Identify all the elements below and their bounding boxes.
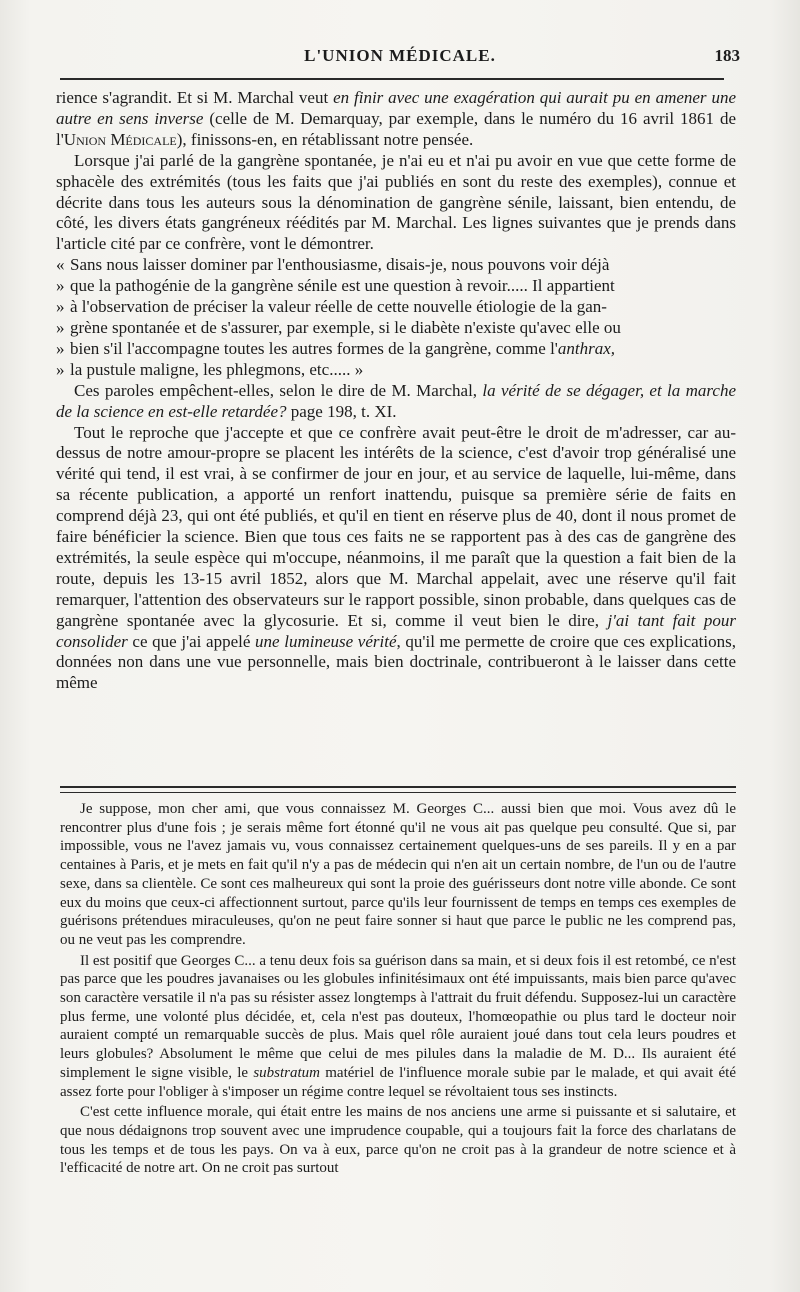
footnote-text bbox=[60, 800, 736, 1180]
f2-text-c: matériel de l'influence morale subie par le malade, et qui avait été assez forte pour l'obliger à s'imposer un régime contre lequel se révoltaient tous ses instincts. bbox=[60, 1064, 736, 1100]
p3-text-a: Ces paroles empêchent-elles, selon le dire de M. Marchal, bbox=[74, 380, 483, 400]
quote-line bbox=[56, 339, 736, 360]
paragraph-4 bbox=[56, 423, 736, 695]
p1-italic: en finir avec une exagération qui aurait pu en amener une autre en sens inverse bbox=[56, 88, 736, 128]
block-quote bbox=[56, 255, 736, 380]
running-title: L'UNION MÉDICALE. bbox=[304, 46, 496, 65]
quote-mark: « bbox=[56, 255, 65, 275]
quote-text: la pustule maligne, les phlegmons, etc..... » bbox=[70, 359, 364, 379]
paragraph-3 bbox=[56, 381, 736, 423]
p4-italic-2: une lumineuse vérité bbox=[255, 631, 397, 651]
main-text bbox=[56, 88, 736, 694]
quote-mark: » bbox=[56, 317, 65, 337]
p4-text-a: Tout le reproche que j'accepte et que ce confrère avait peut-être le droit de m'adresser, car au-dessus de notre amour-propre se placent les intérêts de la science, c'est d'avoir trop généralisé une vérité qui tend, il est vrai, à se confirmer de jour en jour, et au service de laquelle, lui-même, dans sa récente publication, a apporté un renfort inattendu, puisque sa première série de faits en comprend déjà 23, qui ont été publiés, et qu'il en tient en réserve plus de 40, dont il nous promet de faire bénéficier la science. Bien que tous ces faits ne se rapportent pas à des cas de gangrène des extrémités, la seule espèce qui m'occupe, néanmoins, il me paraît que la question a fait bien de la route, depuis les 13-15 avril 1852, alors que M. Marchal appelait, avec une réserve qu'il fait remarquer, l'attention des observateurs sur le rapport possible, sinon probable, dans quelques cas de gangrène spontanée avec la glycosurie. Et si, comme il veut bien le dire, bbox=[56, 422, 736, 630]
f2-text-a: Il est positif que Georges C... a tenu deux fois sa guérison dans sa main, et si deux fois il est retombé, ce n'est pas parce que les poudres javanaises ou les globules infinitésimaux ont été impuissants, mais bien parce qu'avec son caractère versatile il n'a pas su résister assez longtemps à l'attrait du fruit défendu. Supposez-lui un caractère plus ferme, une volonté plus décidée, et, cela n'est pas douteux, l'homœopathie ou plus tard le docteur noir auraient compté un remarquable succès de plus. Mais quel rôle auraient joué dans tout cela leurs poudres et leurs globules? Absolument le même que celui de mes pilules dans la maladie de M. D... Ils auraient été simplement le signe visible, le bbox=[60, 952, 736, 1081]
quote-text: à l'observation de préciser la valeur réelle de cette nouvelle étiologie de la gan- bbox=[70, 297, 607, 317]
quote-mark: » bbox=[56, 338, 65, 358]
quote-line bbox=[56, 318, 736, 339]
footnote-paragraph-1: Je suppose, mon cher ami, que vous connaissez M. Georges C... aussi bien que moi. Vous avez dû le rencontrer plus d'une fois ; je serais même fort étonné qu'il ne vous ait pas quelque peu consulté. Que si, par impossible, vous ne l'avez jamais vu, vous connaissez certainement quelques-uns de ses pareils. Il y en a par centaines à Paris, et je mets en fait qu'il n'y a pas de médecin qui n'en ait un certain nombre, de l'un ou de l'autre sexe, dans sa clientèle. Ce sont ces malheureux qui sont la proie des guérisseurs dont notre ville abonde. Ce sont eux du moins que ceux-ci affectionnent surtout, parce qu'ils leur fournissent de temps en temps ces exemples de guérisons prétendues miraculeuses, qu'on ne peut faire sonner si haut que parce le public ne les comprend pas, ou ne veut pas les comprendre. bbox=[60, 801, 736, 948]
quote-mark: » bbox=[56, 359, 65, 379]
paragraph-2: Lorsque j'ai parlé de la gangrène spontanée, je n'ai eu et n'ai pu avoir en vue que cette forme de sphacèle des extrémités (tous les faits que j'ai publiés en sont du reste des exemples), connue et décrite dans tous les auteurs sous la dénomination de gangrène sénile, laissant, bien entendu, de côté, les divers états gangréneux réédités par M. Marchal. Les lignes suivantes que je prends dans l'article cité par ce confrère, vont le démontrer. bbox=[56, 150, 736, 254]
page-number: 183 bbox=[714, 46, 740, 65]
p3-italic: la vérité de se dégager, et la marche de la science en est-elle retardée? bbox=[56, 380, 736, 421]
quote-mark: » bbox=[56, 276, 65, 296]
header-rule bbox=[60, 78, 724, 80]
journal-name: Union Médicale bbox=[63, 129, 177, 149]
quote-text: Sans nous laisser dominer par l'enthousiasme, disais-je, nous pouvons voir déjà bbox=[70, 255, 610, 275]
page-header bbox=[60, 42, 740, 72]
footnote-rule bbox=[60, 786, 736, 793]
quote-text: grène spontanée et de s'assurer, par exemple, si le diabète n'existe qu'avec elle ou bbox=[70, 317, 621, 337]
p4-italic-1: j'ai tant fait pour consolider bbox=[56, 610, 736, 651]
quote-line bbox=[56, 276, 736, 297]
p4-text-e: , qu'il me permette de croire que ces explications, données non dans une vue personnelle, mais bien doctrinale, contribueront à le laisser dans cette même bbox=[56, 631, 736, 693]
quote-text: que la pathogénie de la gangrène sénile est une question à revoir..... Il appartient bbox=[70, 276, 615, 296]
quote-line bbox=[56, 360, 736, 381]
p1-text-c: (celle de M. Demarquay, par exemple, dans le numéro du 16 avril 1861 de l' bbox=[56, 108, 736, 149]
p3-text-c: page 198, t. XI. bbox=[286, 401, 397, 421]
p4-text-c: ce que j'ai appelé bbox=[127, 631, 256, 651]
quote-mark: » bbox=[56, 297, 65, 317]
p1-text-e: ), finissons-en, en rétablissant notre pensée. bbox=[176, 129, 474, 149]
paragraph-1 bbox=[56, 88, 736, 151]
quote-text: bien s'il l'accompagne toutes les autres formes de la gangrène, comme l' bbox=[70, 338, 558, 358]
quote-line bbox=[56, 255, 736, 276]
footnote-paragraph-2 bbox=[60, 952, 736, 1102]
p1-text-a: rience s'agrandit. Et si M. Marchal veut bbox=[56, 88, 334, 107]
f2-italic: substratum bbox=[253, 1064, 321, 1081]
quote-italic: anthrax, bbox=[557, 338, 615, 358]
quote-line bbox=[56, 297, 736, 318]
footnote-paragraph-3: C'est cette influence morale, qui était entre les mains de nos anciens une arme si puissante et si salutaire, et que nous dédaignons trop souvent avec une imprudence coupable, qui a toujours fait la force des charlatans de tous les temps et de tous les pays. On va à eux, parce qu'on ne croit pas à la grandeur de notre science et à l'efficacité de notre art. On ne croit pas surtout bbox=[60, 1104, 736, 1177]
